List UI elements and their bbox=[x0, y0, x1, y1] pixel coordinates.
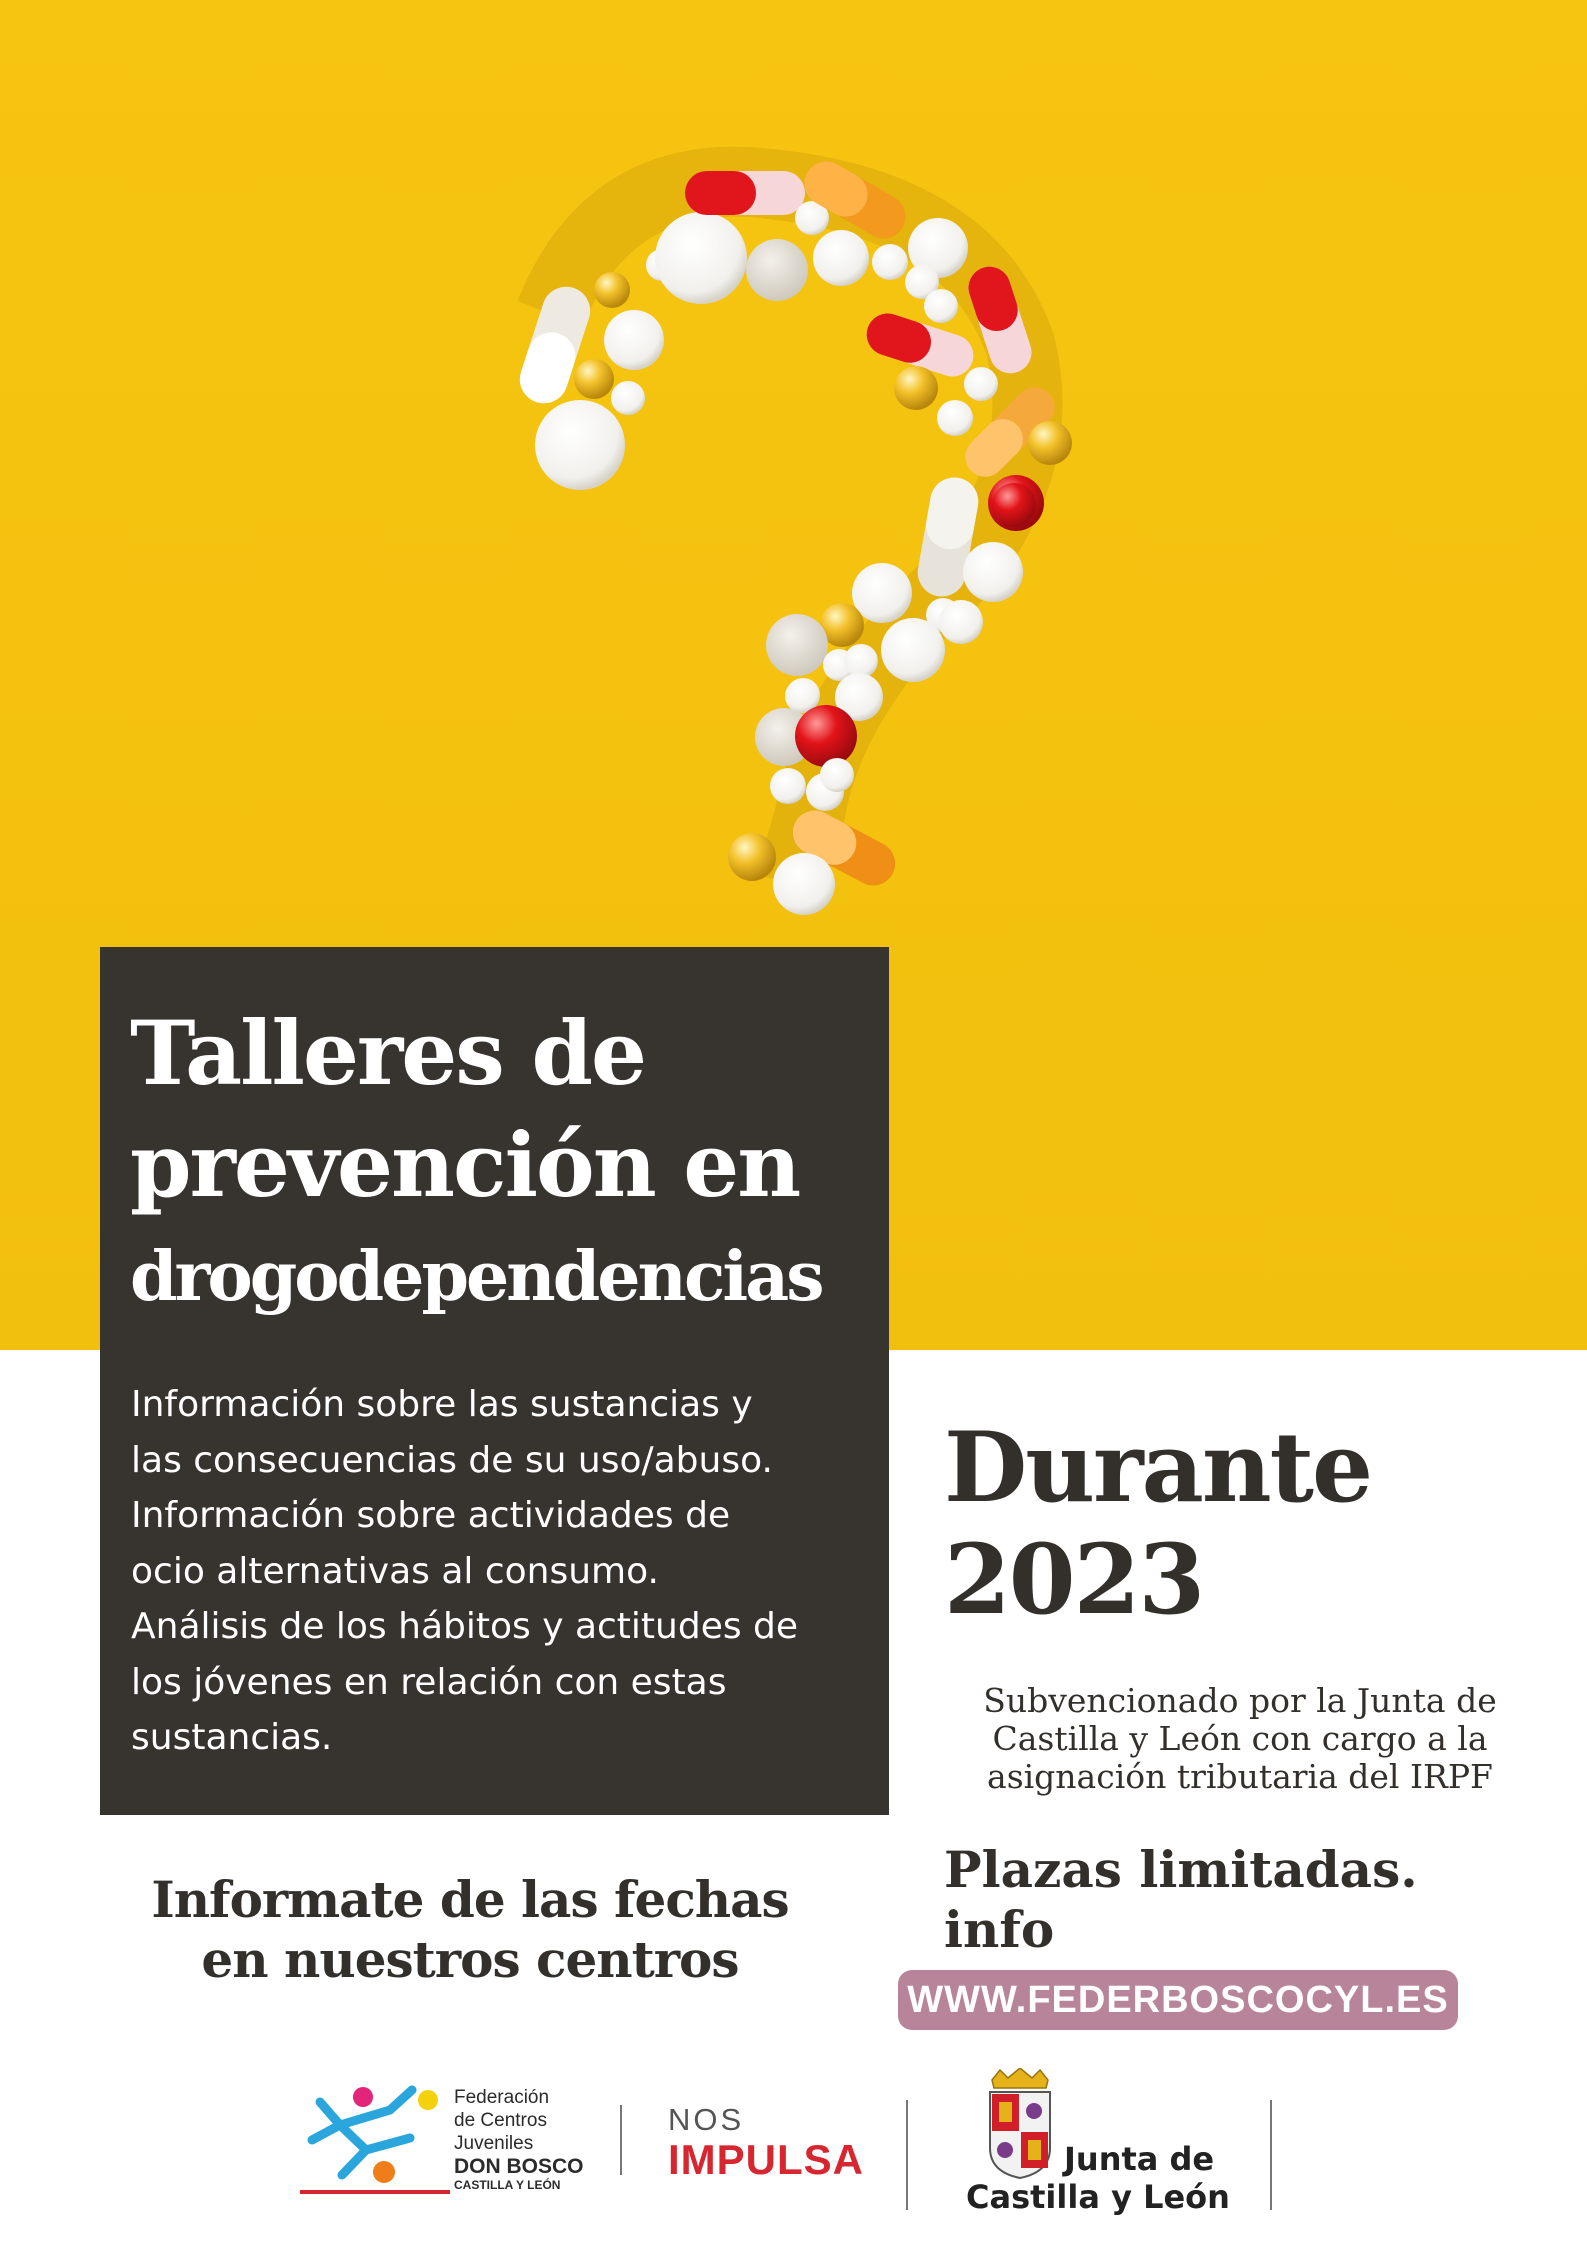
impulsa-text: IMPULSA bbox=[668, 2136, 864, 2183]
title-panel bbox=[100, 947, 889, 1815]
pill-tablet bbox=[1028, 421, 1072, 465]
pill-capsule bbox=[685, 171, 805, 215]
period-heading bbox=[944, 1412, 1371, 1636]
limited-places-heading bbox=[944, 1840, 1418, 1960]
pill-tablet bbox=[786, 678, 820, 712]
description-line: Información sobre las sustancias y bbox=[131, 1384, 753, 1425]
pill-tablet bbox=[939, 600, 983, 644]
limited-places-line-2: info bbox=[944, 1900, 1055, 1959]
logo-divider bbox=[906, 2100, 908, 2210]
title-line-3: drogodependencias bbox=[130, 1237, 822, 1317]
pill-tablet bbox=[655, 212, 747, 304]
pill-tablet bbox=[773, 853, 835, 915]
description-line: sustancias. bbox=[131, 1717, 333, 1758]
period-year: 2023 bbox=[944, 1523, 1204, 1636]
federation-line: Juveniles bbox=[454, 2133, 534, 2154]
federation-logo-text bbox=[454, 2086, 584, 2192]
description-text bbox=[131, 1377, 871, 1766]
period-line-1: Durante bbox=[944, 1411, 1372, 1524]
pill-tablet bbox=[604, 310, 664, 370]
subsidy-line: asignación tributaria del IRPF bbox=[987, 1757, 1493, 1796]
pill-tablet bbox=[881, 618, 945, 682]
pill-tablet bbox=[820, 758, 854, 792]
junta-logo-text bbox=[966, 2140, 1230, 2216]
description-line: las consecuencias de su uso/abuso. bbox=[131, 1439, 773, 1481]
federation-line: Federación bbox=[454, 2087, 550, 2108]
federation-line: DON BOSCO bbox=[454, 2155, 584, 2178]
page-title bbox=[130, 997, 890, 1333]
pill-tablet bbox=[766, 614, 828, 676]
description-line: Información sobre actividades de bbox=[131, 1495, 731, 1536]
pill-tablet bbox=[963, 542, 1023, 602]
limited-places-line-1: Plazas limitadas. bbox=[944, 1840, 1418, 1899]
junta-line-2: Castilla y León bbox=[966, 2178, 1230, 2216]
pill-tablet bbox=[574, 359, 614, 399]
description-line: los jóvenes en relación con estas bbox=[131, 1661, 727, 1703]
pill-tablet bbox=[894, 366, 938, 410]
pill-tablet bbox=[964, 367, 998, 401]
website-link[interactable]: WWW.FEDERBOSCOCYL.ES bbox=[898, 1970, 1458, 2030]
title-line-2: prevención en bbox=[130, 1113, 800, 1217]
subsidy-line: Castilla y León con cargo a la bbox=[992, 1719, 1488, 1758]
info-dates-line-1: Informate de las fechas bbox=[151, 1870, 789, 1929]
pill-tablet bbox=[872, 244, 908, 280]
logo-divider bbox=[620, 2105, 622, 2175]
pill-tablet bbox=[992, 483, 1036, 527]
pill-tablet bbox=[728, 833, 776, 881]
info-dates-heading bbox=[80, 1870, 860, 1990]
logo-divider bbox=[1270, 2100, 1272, 2210]
pill-tablet bbox=[924, 289, 958, 323]
pill-tablet bbox=[813, 230, 869, 286]
pill-tablet bbox=[611, 381, 645, 415]
subsidy-note bbox=[940, 1682, 1540, 1796]
junta-line-1: Junta de bbox=[1064, 2140, 1215, 2178]
federation-line: de Centros bbox=[454, 2110, 547, 2131]
don-bosco-logo-icon bbox=[300, 2080, 450, 2200]
nos-text: NOS bbox=[668, 2102, 745, 2137]
title-line-1: Talleres de bbox=[130, 1001, 645, 1105]
pill-tablet bbox=[795, 705, 857, 767]
pill-tablet bbox=[844, 644, 878, 678]
pill-tablet bbox=[746, 239, 808, 301]
subsidy-line: Subvencionado por la Junta de bbox=[983, 1681, 1497, 1720]
description-line: Análisis de los hábitos y actitudes de bbox=[131, 1606, 799, 1647]
pill-tablet bbox=[937, 400, 973, 436]
federation-line: CASTILLA Y LEÓN bbox=[454, 2178, 561, 2192]
pill-tablet bbox=[535, 400, 625, 490]
description-line: ocio alternativas al consumo. bbox=[131, 1550, 659, 1592]
pill-tablet bbox=[770, 768, 806, 804]
info-dates-line-2: en nuestros centros bbox=[201, 1930, 739, 1989]
pill-tablet bbox=[594, 272, 630, 308]
